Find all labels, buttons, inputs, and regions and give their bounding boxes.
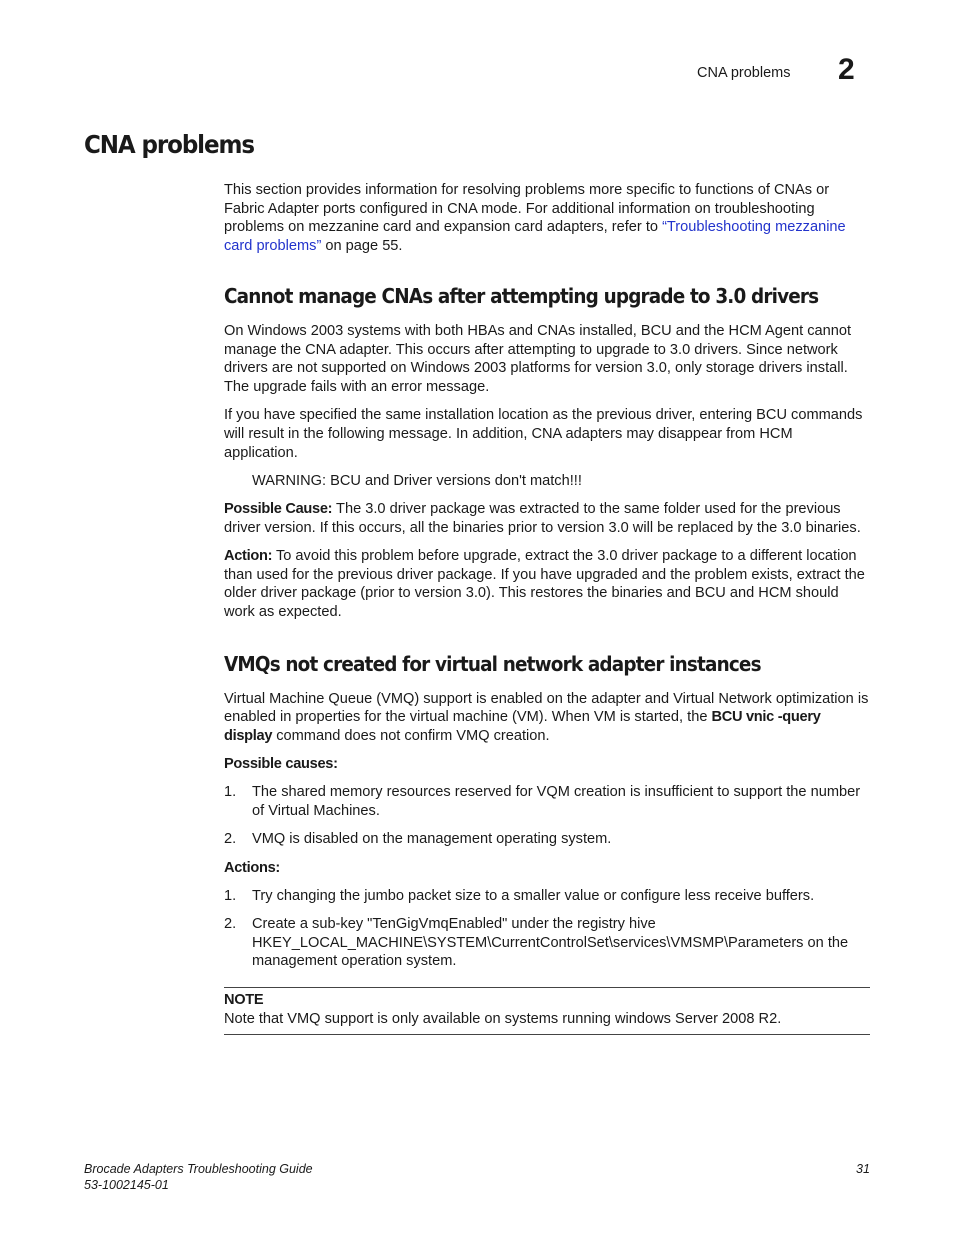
- list-item-text: The shared memory resources reserved for VQM creation is insufficient to support the number of Virtual Machines.: [252, 784, 861, 820]
- list-number: 1.: [224, 784, 237, 801]
- section2-paragraph-1: [224, 690, 870, 746]
- possible-cause-text: The 3.0 driver package was extracted to the same folder used for the previous driver version. If this occurs, all the binaries prior to version 3.0 will be replaced by the 3.0 binaries.: [224, 500, 861, 536]
- main-content: [224, 181, 870, 1035]
- list-item: [224, 915, 870, 971]
- list-item: [224, 887, 870, 906]
- actions-label: Actions:: [224, 859, 280, 876]
- note-box: [224, 987, 870, 1034]
- warning-message: WARNING: BCU and Driver versions don't match!!!: [252, 472, 582, 489]
- note-label: NOTE: [224, 992, 264, 1009]
- list-number: 2.: [224, 915, 237, 932]
- intro-text: This section provides information for resolving problems more specific to functions of CNAs or Fabric Adapter ports configured in CNA mode. For additional information on troubleshooting problems on mezzanine card and expansion card adapters, refer to: [224, 182, 830, 236]
- footer-doc-number: 53-1002145-01: [84, 1177, 169, 1192]
- chapter-number: 2: [838, 53, 855, 86]
- possible-cause-label: Possible Cause:: [224, 500, 333, 517]
- note-text: Note that VMQ support is only available on systems running windows Server 2008 R2.: [224, 1010, 782, 1027]
- list-number: 2.: [224, 831, 237, 848]
- possible-cause-paragraph: [224, 500, 870, 537]
- footer-guide-title: Brocade Adapters Troubleshooting Guide: [84, 1162, 313, 1176]
- section-heading-vmq: VMQs not created for virtual network adapter instances: [224, 651, 761, 676]
- section-heading-cna-upgrade: Cannot manage CNAs after attempting upgrade to 3.0 drivers: [224, 283, 819, 308]
- action-label: Action:: [224, 547, 273, 564]
- possible-causes-label: Possible causes:: [224, 756, 338, 773]
- actions-list: [224, 887, 870, 971]
- section1-paragraph-1: On Windows 2003 systems with both HBAs and CNAs installed, BCU and the HCM Agent cannot manage the CNA adapter. This occurs after attempting to upgrade to 3.0 drivers. Since network drivers are not supported on Windows 2003 platforms for version 3.0, only storage drivers install. The upgrade fails with an error message.: [224, 322, 852, 395]
- command-name: BCU vnic -query display: [224, 709, 821, 745]
- page-title: CNA problems: [84, 130, 254, 159]
- action-text: To avoid this problem before upgrade, extract the 3.0 driver package to a different location than used for the previous driver package. If you have upgraded and the problem exists, extract the older driver package (prior to version 3.0). This restores the binaries and BCU and HCM should work as expected.: [224, 547, 865, 620]
- intro-paragraph: [224, 181, 870, 256]
- action-paragraph: [224, 547, 870, 622]
- list-item-text: Create a sub-key "TenGigVmqEnabled" under the registry hive HKEY_LOCAL_MACHINE\SYSTEM\CurrentControlSet\services\VMSMP\Parameters on the management operation system.: [252, 915, 849, 970]
- causes-list: [224, 783, 870, 849]
- list-number: 1.: [224, 887, 237, 904]
- list-item-text: Try changing the jumbo packet size to a smaller value or configure less receive buffers.: [252, 887, 815, 904]
- running-header-title: CNA problems: [697, 65, 791, 81]
- section2-text-end: command does not confirm VMQ creation.: [272, 728, 550, 745]
- list-item-text: VMQ is disabled on the management operating system.: [252, 831, 612, 848]
- intro-page-ref: on page 55.: [321, 238, 403, 255]
- page-number: 31: [856, 1162, 870, 1176]
- list-item: [224, 783, 870, 820]
- footer: [84, 1162, 313, 1193]
- section2-text: Virtual Machine Queue (VMQ) support is enabled on the adapter and Virtual Network optimization is enabled in properties for the virtual machine (VM). When VM is started, the: [224, 690, 869, 726]
- section1-paragraph-2: If you have specified the same installation location as the previous driver, entering BCU commands will result in the following message. In addition, CNA adapters may disappear from HCM application.: [224, 407, 863, 461]
- list-item: [224, 830, 870, 849]
- cross-reference-link[interactable]: “Troubleshooting mezzanine card problems”: [224, 219, 846, 255]
